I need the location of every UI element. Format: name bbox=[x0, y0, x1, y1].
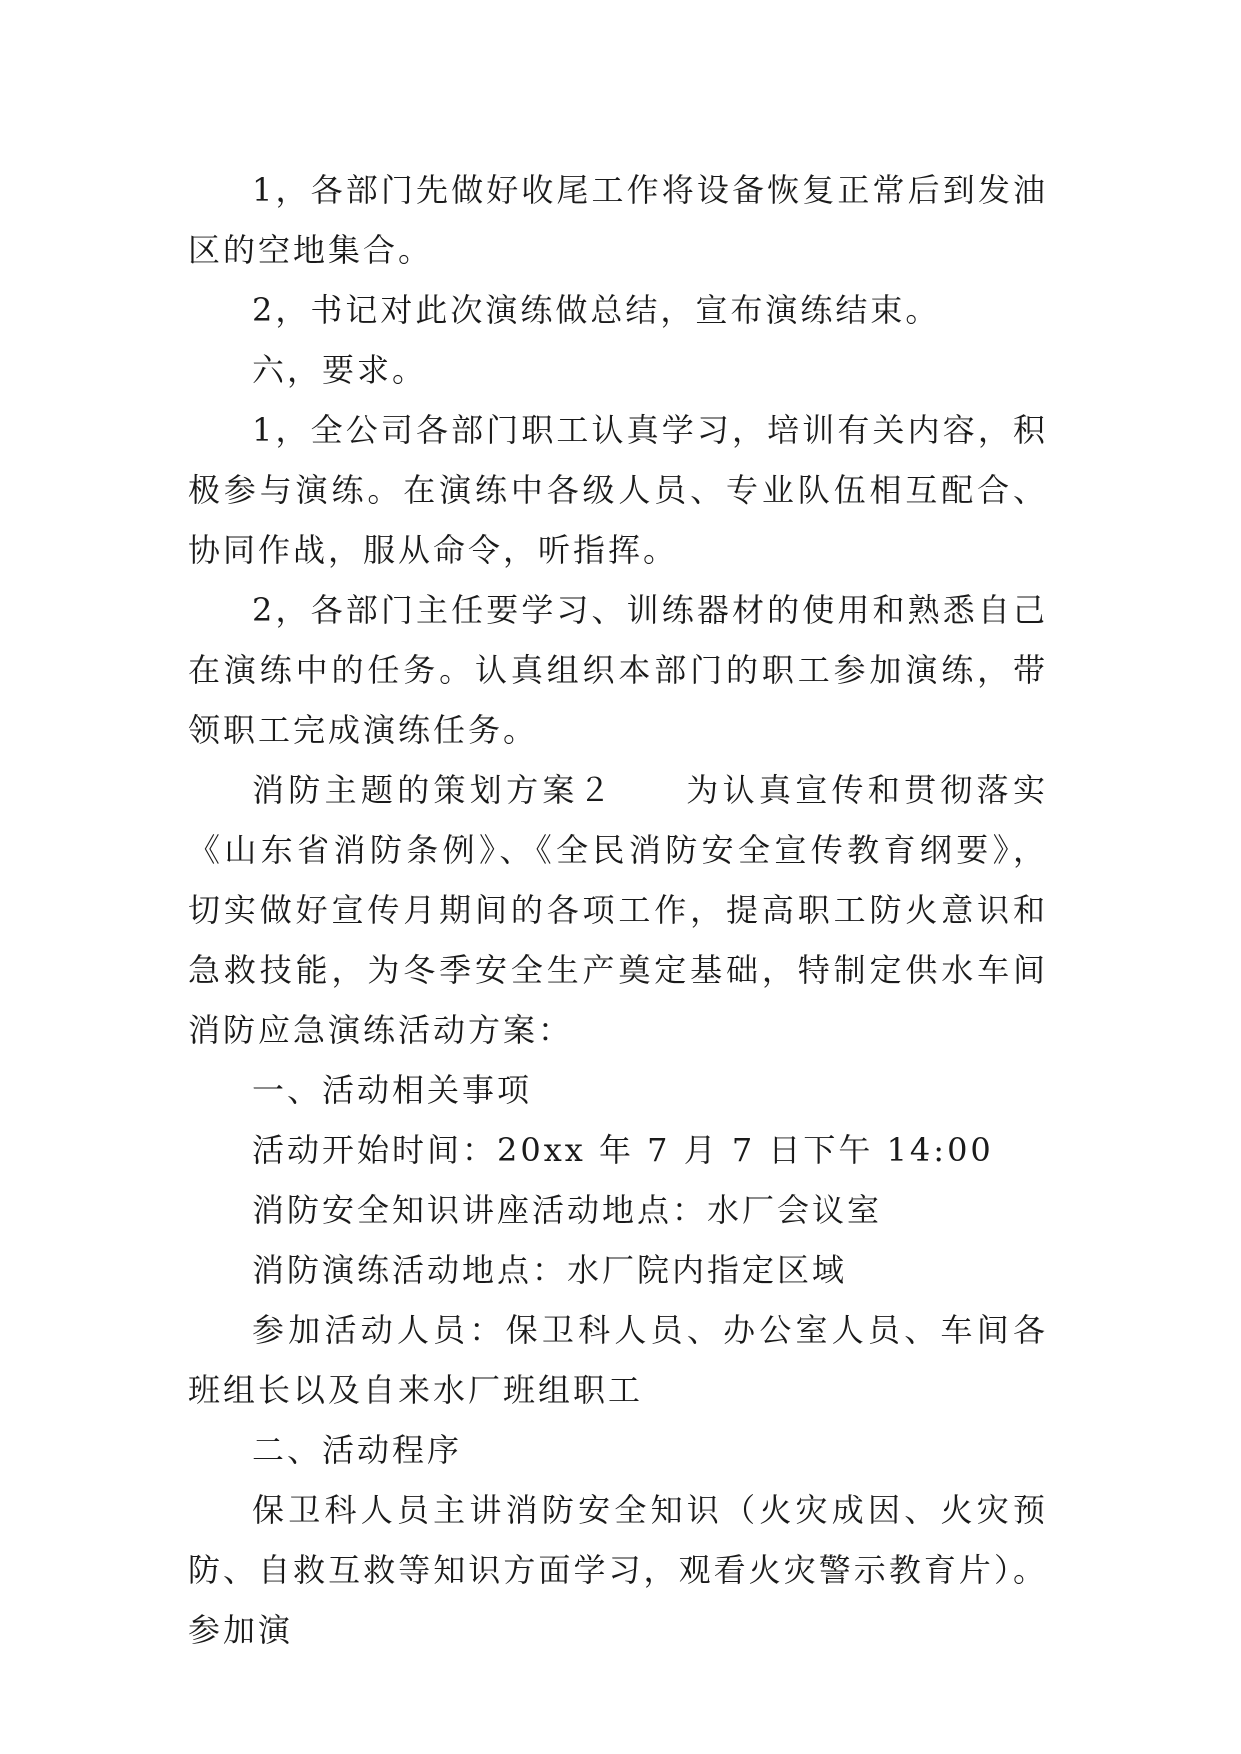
paragraph-cleanup-assembly: 1，各部门先做好收尾工作将设备恢复正常后到发油区的空地集合。 bbox=[188, 171, 1048, 269]
paragraph-requirement-1: 1，全公司各部门职工认真学习，培训有关内容，积极参与演练。在演练中各级人员、专业队伍相互配合、协同作战，服从命令，听指挥。 bbox=[188, 411, 1048, 569]
paragraph-start-time: 活动开始时间：20xx 年 7 月 7 日下午 14:00 bbox=[252, 1131, 994, 1169]
paragraph-participants: 参加活动人员：保卫科人员、办公室人员、车间各班组长以及自来水厂班组职工 bbox=[188, 1311, 1048, 1409]
paragraph-drill-location: 消防演练活动地点：水厂院内指定区域 bbox=[252, 1251, 848, 1289]
paragraph-lecture-location: 消防安全知识讲座活动地点：水厂会议室 bbox=[252, 1191, 883, 1229]
section-heading: 消防主题的策划方案２ bbox=[252, 771, 615, 809]
paragraph-plan-2-intro bbox=[188, 760, 1048, 1060]
paragraph-security-lecture: 保卫科人员主讲消防安全知识（火灾成因、火灾预防、自救互救等知识方面学习，观看火灾警示教育片）。参加演 bbox=[188, 1491, 1048, 1649]
heading-activity-procedure: 二、活动程序 bbox=[252, 1431, 463, 1469]
document-body bbox=[188, 160, 1048, 1660]
heading-requirements: 六，要求。 bbox=[252, 351, 428, 389]
paragraph-requirement-2: 2，各部门主任要学习、训练器材的使用和熟悉自己在演练中的任务。认真组织本部门的职工参加演练，带领职工完成演练任务。 bbox=[188, 591, 1048, 749]
section-intro: 为认真宣传和贯彻落实《山东省消防条例》、《全民消防安全宣传教育纲要》，切实做好宣传月期间的各项工作，提高职工防火意识和急救技能，为冬季安全生产奠定基础，特制定供水车间消防应急演练活动方案： bbox=[188, 771, 1048, 1049]
paragraph-secretary-summary: 2，书记对此次演练做总结，宣布演练结束。 bbox=[252, 291, 941, 329]
heading-activity-matters: 一、活动相关事项 bbox=[252, 1071, 533, 1109]
